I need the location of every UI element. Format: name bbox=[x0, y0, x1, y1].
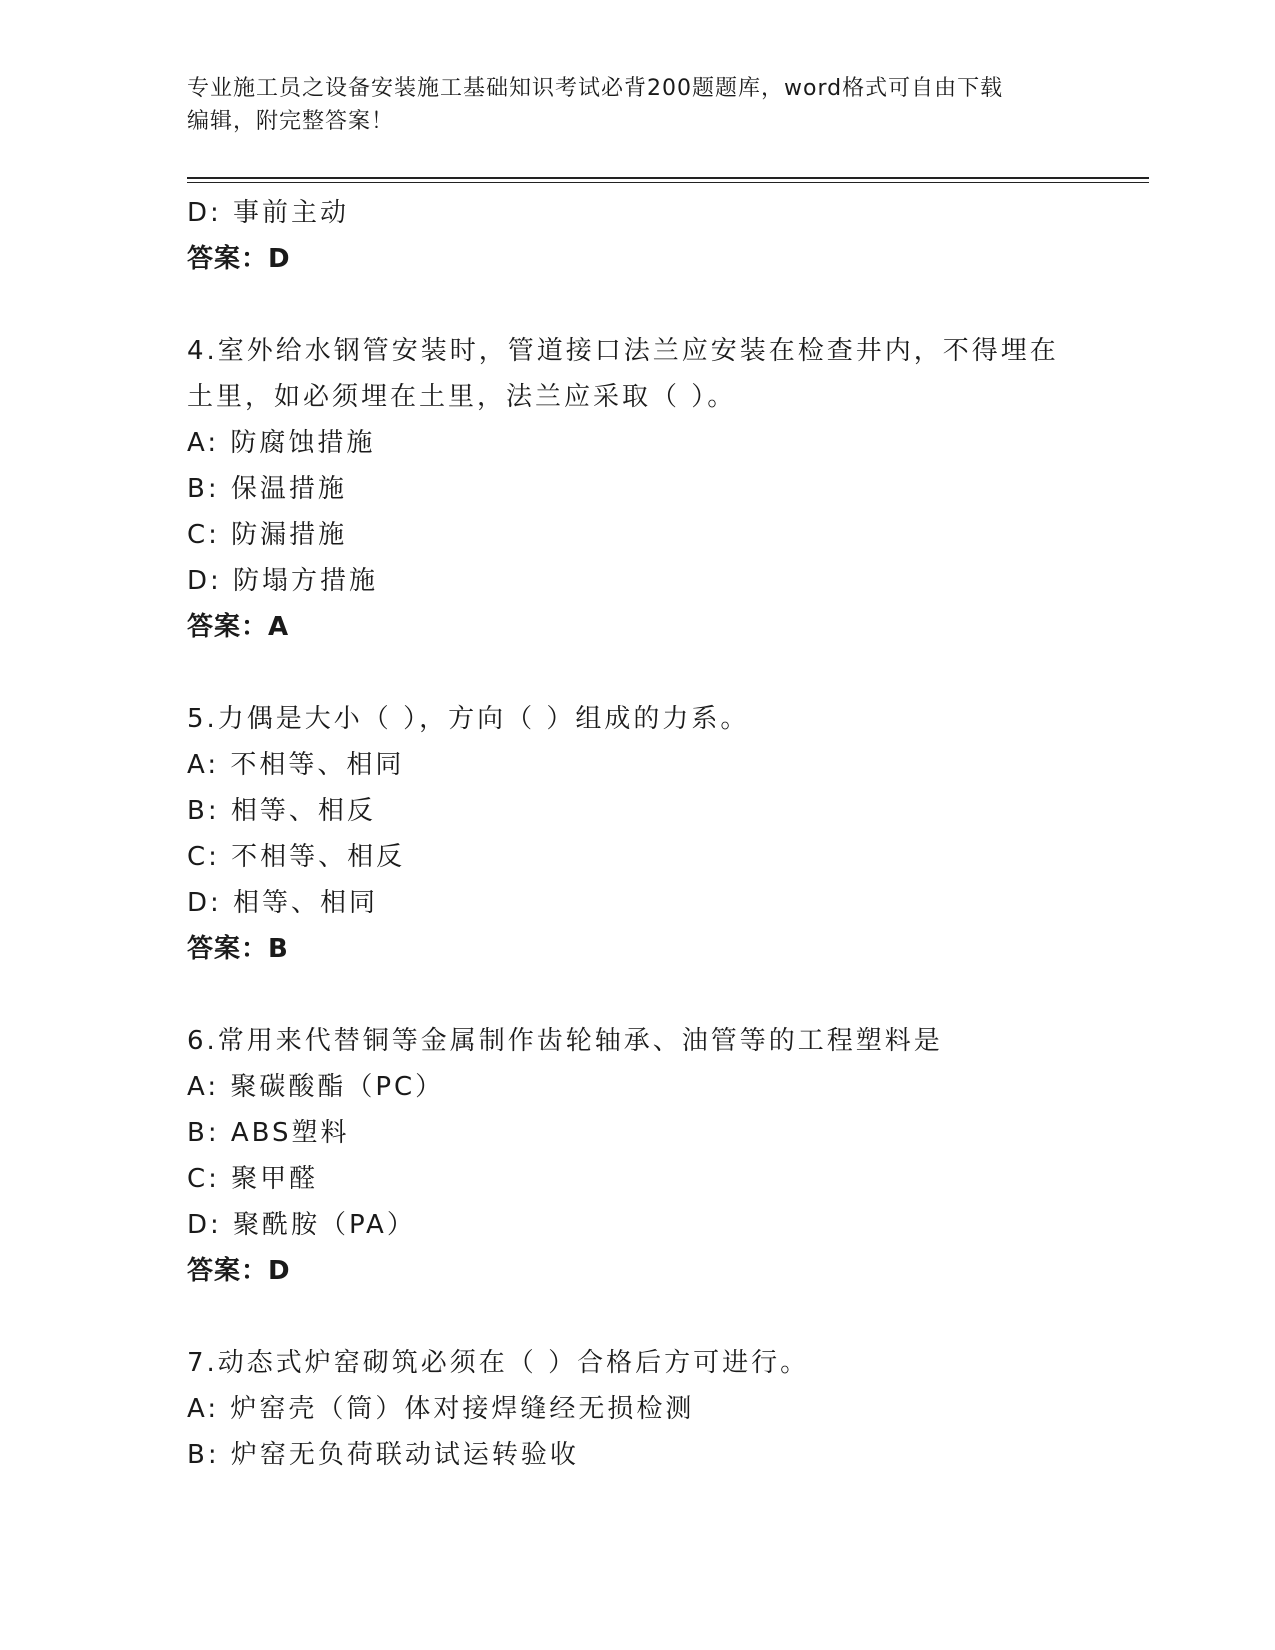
option-b: B: ABS塑料 bbox=[187, 1118, 350, 1148]
option-c: C: 不相等、相反 bbox=[187, 842, 406, 872]
question-stem-line: 5.力偶是大小（ ），方向（ ）组成的力系。 bbox=[187, 704, 750, 734]
question-stem-line: 7.动态式炉窑砌筑必须在（ ）合格后方可进行。 bbox=[187, 1348, 810, 1378]
question-6 bbox=[187, 1018, 1087, 1294]
option-c: C: 防漏措施 bbox=[187, 520, 348, 550]
option-b: B: 相等、相反 bbox=[187, 796, 376, 826]
option-a: A: 炉窑壳（筒）体对接焊缝经无损检测 bbox=[187, 1394, 695, 1424]
option-d: D: 相等、相同 bbox=[187, 888, 379, 918]
answer-line: 答案：D bbox=[187, 244, 291, 274]
question-stem-line: 6.常用来代替铜等金属制作齿轮轴承、油管等的工程塑料是 bbox=[187, 1026, 943, 1056]
document-header bbox=[187, 72, 1087, 138]
option-a: A: 聚碳酸酯（PC） bbox=[187, 1072, 445, 1102]
option-d: D: 防塌方措施 bbox=[187, 566, 379, 596]
question-4 bbox=[187, 328, 1087, 650]
option-a: A: 不相等、相同 bbox=[187, 750, 405, 780]
question-stem-line: 土里，如必须埋在土里，法兰应采取（ ）。 bbox=[187, 382, 737, 412]
option-d: D: 事前主动 bbox=[187, 198, 350, 228]
answer-line: 答案：A bbox=[187, 612, 290, 642]
question-5 bbox=[187, 696, 1087, 972]
answer-line: 答案：D bbox=[187, 1256, 291, 1286]
option-b: B: 炉窑无负荷联动试运转验收 bbox=[187, 1440, 579, 1470]
header-divider-thin bbox=[187, 182, 1149, 183]
header-title-line-1: 专业施工员之设备安装施工基础知识考试必背200题题库，word格式可自由下载 bbox=[187, 76, 1004, 101]
option-c: C: 聚甲醛 bbox=[187, 1164, 319, 1194]
header-divider-thick bbox=[187, 177, 1149, 179]
header-title-line-2: 编辑，附完整答案！ bbox=[187, 109, 395, 134]
question-3-fragment bbox=[187, 190, 1087, 282]
option-b: B: 保温措施 bbox=[187, 474, 347, 504]
option-a: A: 防腐蚀措施 bbox=[187, 428, 376, 458]
question-7 bbox=[187, 1340, 1087, 1478]
question-content bbox=[187, 190, 1087, 1478]
option-d: D: 聚酰胺（PA） bbox=[187, 1210, 416, 1240]
question-stem-line: 4.室外给水钢管安装时，管道接口法兰应安装在检查井内，不得埋在 bbox=[187, 336, 1059, 366]
answer-line: 答案：B bbox=[187, 934, 289, 964]
